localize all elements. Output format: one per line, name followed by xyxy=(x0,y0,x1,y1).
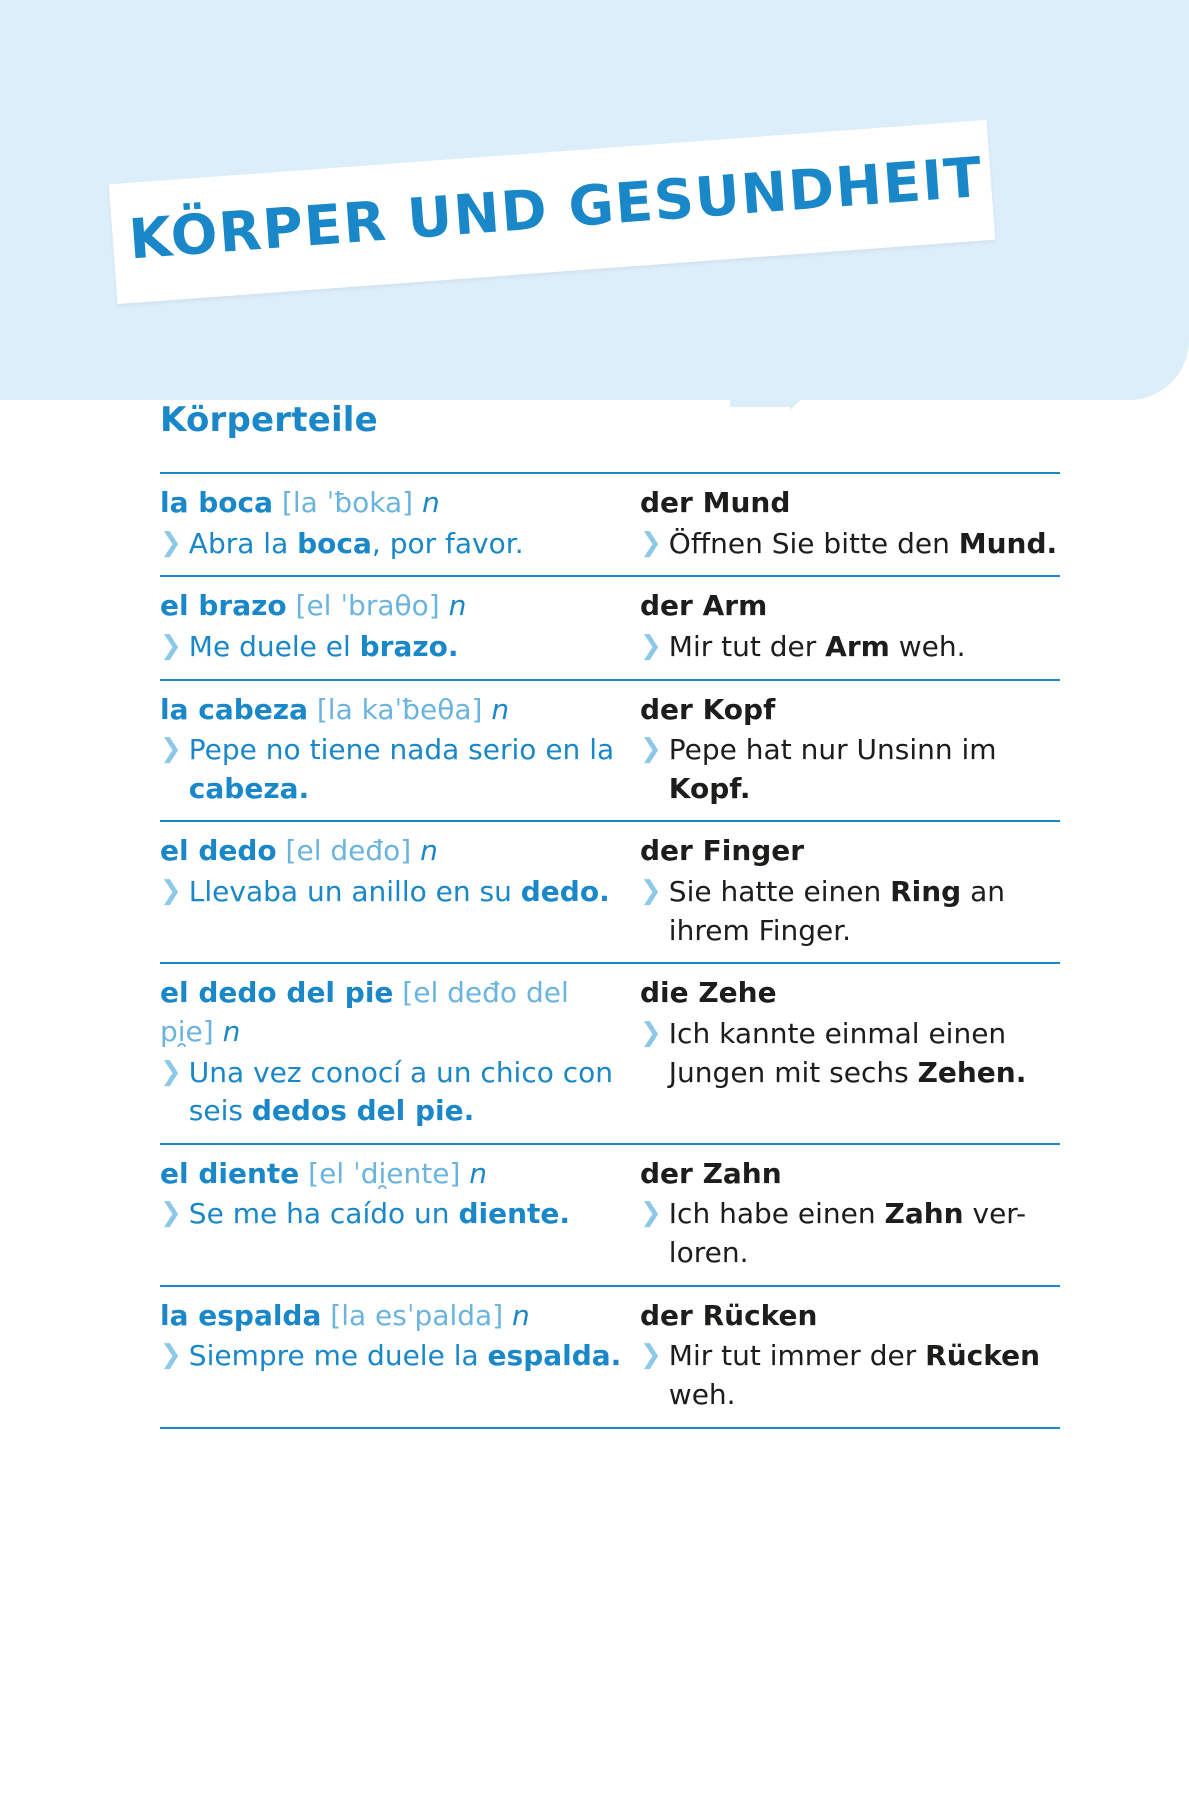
chevron-right-icon: ❯ xyxy=(640,527,662,558)
bubble-tail-point xyxy=(790,355,850,410)
entry-german-column xyxy=(640,974,1060,1131)
part-of-speech: n xyxy=(469,1156,488,1190)
spanish-example xyxy=(160,1337,626,1376)
spanish-headword xyxy=(160,1297,626,1336)
german-example-text: Ich habe einen Zahn ver-loren. xyxy=(668,1197,1027,1269)
spanish-headword xyxy=(160,587,626,626)
spanish-example-text: Abra la boca, por favor. xyxy=(188,526,524,560)
german-example-text: Ich kannte einmal einen Jungen mit sechs Zehen. xyxy=(668,1016,1027,1089)
dictionary-entry xyxy=(160,472,1060,577)
german-headword: der Rücken xyxy=(640,1298,818,1332)
phonetic-transcription: [la esˈpalda] xyxy=(321,1298,513,1332)
entry-german-column xyxy=(640,1297,1060,1415)
entry-spanish-column xyxy=(160,484,640,563)
spanish-headword xyxy=(160,974,626,1051)
entry-spanish-column xyxy=(160,832,640,950)
german-example xyxy=(640,628,1060,667)
chevron-right-icon: ❯ xyxy=(160,1340,182,1371)
part-of-speech: n xyxy=(512,1298,530,1332)
bubble-tail-body xyxy=(730,355,792,407)
entry-german-column xyxy=(640,587,1060,666)
spanish-example xyxy=(160,525,626,564)
spanish-headword-text: el brazo xyxy=(160,589,287,623)
chevron-right-icon: ❯ xyxy=(160,734,182,765)
german-headword: die Zehe xyxy=(640,976,777,1010)
spanish-example-text: Siempre me duele la espalda. xyxy=(188,1339,622,1373)
entry-spanish-column xyxy=(160,587,640,666)
spanish-example-text: Llevaba un anillo en su dedo. xyxy=(188,875,610,908)
dictionary-entry xyxy=(160,577,1060,680)
spanish-example-text: Pepe no tiene nada serio en la cabeza. xyxy=(188,733,615,805)
spanish-example xyxy=(160,731,626,808)
spanish-headword-text: la cabeza xyxy=(160,692,308,726)
part-of-speech: n xyxy=(222,1014,241,1048)
phonetic-transcription: [la ˈƀoka] xyxy=(273,486,422,519)
phonetic-transcription: [el deđo] xyxy=(276,834,421,868)
spanish-example xyxy=(160,1195,626,1234)
entry-spanish-column xyxy=(160,1155,640,1273)
part-of-speech: n xyxy=(491,692,510,726)
dictionary-entry xyxy=(160,1287,1060,1429)
part-of-speech: n xyxy=(421,486,440,519)
spanish-example xyxy=(160,628,626,667)
spanish-headword-text: el diente xyxy=(160,1156,300,1190)
phonetic-transcription: [el ˈdi̯ente] xyxy=(299,1156,470,1190)
spanish-headword xyxy=(160,832,626,871)
chevron-right-icon: ❯ xyxy=(160,876,182,906)
dictionary-entry xyxy=(160,681,1060,823)
entry-spanish-column xyxy=(160,691,640,809)
entry-list xyxy=(160,472,1060,1429)
phonetic-transcription: [la kaˈƀeθa] xyxy=(307,692,492,726)
spanish-example xyxy=(160,1054,626,1131)
section-title: Körperteile xyxy=(160,400,378,440)
chevron-right-icon: ❯ xyxy=(640,1340,662,1371)
spanish-headword xyxy=(160,1155,626,1194)
spanish-headword-text: el dedo xyxy=(160,834,277,868)
part-of-speech: n xyxy=(420,834,438,868)
german-headword: der Finger xyxy=(640,834,805,868)
german-headword: der Kopf xyxy=(640,692,776,726)
phonetic-transcription: [el ˈbraθo] xyxy=(286,589,449,623)
entry-german-column xyxy=(640,484,1060,563)
spanish-example-text: Me duele el brazo. xyxy=(188,629,459,663)
spanish-headword xyxy=(160,484,626,523)
phonetic-transcription: [el deđo del pi̯e] xyxy=(160,976,569,1048)
chevron-right-icon: ❯ xyxy=(640,630,662,661)
spanish-headword-text: la espalda xyxy=(160,1298,322,1332)
dictionary-entry xyxy=(160,1145,1060,1287)
page-title: KÖRPER UND GESUNDHEIT xyxy=(126,144,986,272)
chevron-right-icon: ❯ xyxy=(640,1017,662,1048)
german-headword: der Arm xyxy=(640,589,768,623)
entry-german-column xyxy=(640,691,1060,809)
spanish-example-text: Se me ha caído un diente. xyxy=(188,1197,571,1231)
german-example xyxy=(640,1337,1060,1414)
spanish-headword-text: el dedo del pie xyxy=(160,976,394,1010)
chevron-right-icon: ❯ xyxy=(160,1056,182,1087)
german-example-text: Mir tut der Arm weh. xyxy=(668,629,966,663)
chevron-right-icon: ❯ xyxy=(160,527,182,558)
german-example xyxy=(640,731,1060,808)
spanish-headword xyxy=(160,691,626,730)
chevron-right-icon: ❯ xyxy=(640,876,662,906)
german-headword: der Zahn xyxy=(640,1156,782,1190)
entry-german-column xyxy=(640,832,1060,950)
dictionary-entry xyxy=(160,822,1060,964)
german-example xyxy=(640,525,1060,564)
german-headword: der Mund xyxy=(640,486,791,519)
german-example-text: Mir tut immer der Rücken weh. xyxy=(668,1339,1041,1411)
spanish-example xyxy=(160,873,626,912)
german-example-text: Öffnen Sie bitte den Mund. xyxy=(668,526,1058,560)
entry-german-column xyxy=(640,1155,1060,1273)
german-example-text: Pepe hat nur Unsinn im Kopf. xyxy=(668,733,997,805)
part-of-speech: n xyxy=(448,589,467,623)
chevron-right-icon: ❯ xyxy=(640,1198,662,1229)
german-example-text: Sie hatte einen Ring an ihrem Finger. xyxy=(668,875,1006,947)
chevron-right-icon: ❯ xyxy=(640,734,662,765)
entry-spanish-column xyxy=(160,1297,640,1415)
german-example xyxy=(640,1195,1060,1272)
spanish-headword-text: la boca xyxy=(160,486,274,519)
german-example xyxy=(640,1015,1060,1092)
german-example xyxy=(640,873,1060,950)
entry-spanish-column xyxy=(160,974,640,1131)
chevron-right-icon: ❯ xyxy=(160,630,182,661)
chevron-right-icon: ❯ xyxy=(160,1198,182,1229)
spanish-example-text: Una vez conocí a un chico con seis dedos del pie. xyxy=(188,1055,614,1128)
dictionary-entry xyxy=(160,964,1060,1145)
